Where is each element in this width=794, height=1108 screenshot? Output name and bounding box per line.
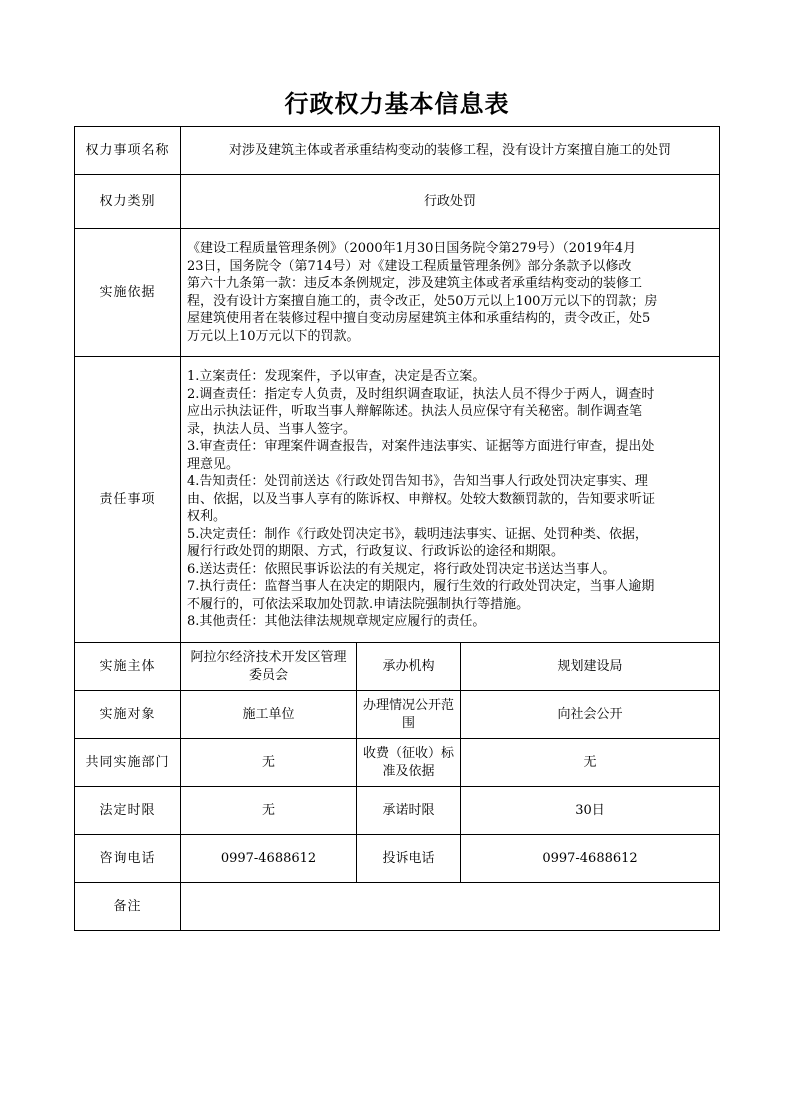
target-label: 实施对象 bbox=[75, 691, 181, 739]
responsibility-line: 由、依据，以及当事人享有的陈诉权、申辩权。处较大数额罚款的，告知要求听证 bbox=[187, 491, 656, 507]
row-phone bbox=[75, 835, 720, 883]
row-responsibility bbox=[75, 357, 720, 643]
row-target bbox=[75, 691, 720, 739]
row-basis bbox=[75, 229, 720, 357]
fee-standard-value: 无 bbox=[461, 739, 720, 787]
row-time-limit bbox=[75, 787, 720, 835]
responsibility-line: 7.执行责任：监督当事人在决定的期限内，履行生效的行政处罚决定，当事人逾期 bbox=[187, 579, 655, 595]
subject-label: 实施主体 bbox=[75, 643, 181, 691]
row-subject bbox=[75, 643, 720, 691]
row-power-name bbox=[75, 127, 720, 175]
basis-line: 第六十九条第一款：违反本条例规定，涉及建筑主体或者承重结构变动的装修工 bbox=[187, 276, 643, 291]
remark-value bbox=[181, 883, 720, 931]
legal-time-limit-value: 无 bbox=[181, 787, 357, 835]
remark-label: 备注 bbox=[75, 883, 181, 931]
responsibility-line: 履行行政处罚的期限、方式，行政复议、行政诉讼的途径和期限。 bbox=[187, 544, 565, 560]
power-name-value: 对涉及建筑主体或者承重结构变动的装修工程，没有设计方案擅自施工的处罚 bbox=[181, 127, 720, 175]
responsibility-line: 2.调查责任：指定专人负责，及时组织调查取证，执法人员不得少于两人，调查时 bbox=[187, 386, 655, 402]
complaint-phone-label: 投诉电话 bbox=[357, 835, 461, 883]
fee-standard-label: 收费（征收）标准及依据 bbox=[357, 739, 461, 787]
responsibility-line: 4.告知责任：处罚前送达《行政处罚告知书》，告知当事人行政处罚决定事实、理 bbox=[187, 474, 648, 490]
basis-value bbox=[181, 229, 720, 357]
consult-phone-value: 0997-4688612 bbox=[181, 835, 357, 883]
row-joint-department bbox=[75, 739, 720, 787]
basis-line: 万元以上10万元以下的罚款。 bbox=[187, 328, 360, 344]
disclosure-scope-value: 向社会公开 bbox=[461, 691, 720, 739]
promised-time-limit-label: 承诺时限 bbox=[357, 787, 461, 835]
responsibility-line: 3.审查责任：审理案件调查报告，对案件违法事实、证据等方面进行审查，提出处 bbox=[187, 439, 655, 455]
responsibility-line: 应出示执法证件，听取当事人辩解陈述。执法人员应保守有关秘密。制作调查笔 bbox=[187, 404, 643, 420]
power-category-label: 权力类别 bbox=[75, 175, 181, 229]
responsibility-line: 不履行的，可依法采取加处罚款.申请法院强制执行等措施。 bbox=[187, 596, 530, 612]
responsibility-line: 5.决定责任：制作《行政处罚决定书》，载明违法事实、证据、处罚种类、依据， bbox=[187, 526, 648, 542]
responsibility-line: 录，执法人员、当事人签字。 bbox=[187, 421, 357, 437]
promised-time-limit-value: 30日 bbox=[461, 787, 720, 835]
basis-line: 屋建筑使用者在装修过程中擅自变动房屋建筑主体和承重结构的，责令改正，处5 bbox=[187, 311, 651, 326]
page-title: 行政权力基本信息表 bbox=[284, 89, 510, 118]
responsibility-line: 1.立案责任：发现案件，予以审查，决定是否立案。 bbox=[187, 369, 486, 385]
row-power-category bbox=[75, 175, 720, 229]
basis-line: 23日，国务院令（第714号）对《建设工程质量管理条例》部分条款予以修改 bbox=[187, 258, 632, 274]
basis-line: 《建设工程质量管理条例》（2000年1月30日国务院令第279号）（2019年4月 bbox=[187, 241, 637, 256]
responsibility-line: 权利。 bbox=[187, 509, 227, 525]
row-remark bbox=[75, 883, 720, 931]
responsibility-value bbox=[181, 357, 720, 643]
responsibility-label: 责任事项 bbox=[75, 357, 181, 643]
info-table bbox=[74, 126, 720, 931]
disclosure-scope-label: 办理情况公开范围 bbox=[357, 691, 461, 739]
power-category-value: 行政处罚 bbox=[181, 175, 720, 229]
power-name-label: 权力事项名称 bbox=[75, 127, 181, 175]
consult-phone-label: 咨询电话 bbox=[75, 835, 181, 883]
basis-label: 实施依据 bbox=[75, 229, 181, 357]
responsibility-line: 8.其他责任：其他法律法规规章规定应履行的责任。 bbox=[187, 614, 486, 630]
complaint-phone-value: 0997-4688612 bbox=[461, 835, 720, 883]
joint-department-label: 共同实施部门 bbox=[75, 739, 181, 787]
target-value: 施工单位 bbox=[181, 691, 357, 739]
basis-line: 程，没有设计方案擅自施工的，责令改正，处50万元以上100万元以下的罚款；房 bbox=[187, 293, 658, 309]
responsibility-line: 6.送达责任：依照民事诉讼法的有关规定，将行政处罚决定书送达当事人。 bbox=[187, 561, 616, 577]
joint-department-value: 无 bbox=[181, 739, 357, 787]
subject-value: 阿拉尔经济技术开发区管理委员会 bbox=[181, 643, 357, 691]
handling-agency-label: 承办机构 bbox=[357, 643, 461, 691]
responsibility-line: 理意见。 bbox=[187, 456, 240, 472]
legal-time-limit-label: 法定时限 bbox=[75, 787, 181, 835]
handling-agency-value: 规划建设局 bbox=[461, 643, 720, 691]
